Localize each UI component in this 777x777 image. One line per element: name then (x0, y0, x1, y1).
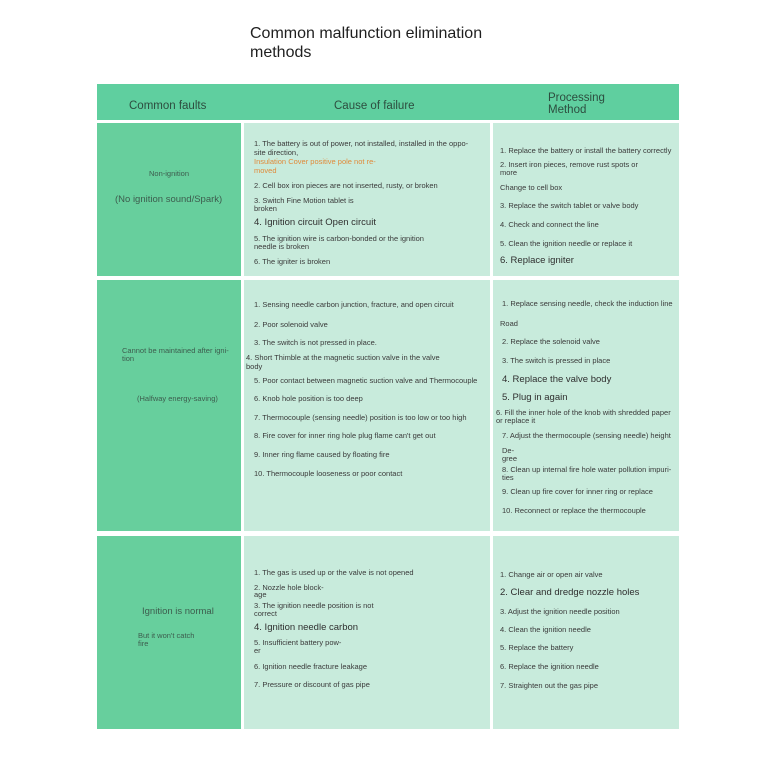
method-item: 9. Clean up fire cover for inner ring or replace (502, 487, 653, 496)
cause-item: 10. Thermocouple looseness or poor contact (254, 469, 403, 478)
method-cell-row-1 (493, 123, 679, 276)
method-item: 7. Adjust the thermocouple (sensing needle) height (502, 431, 671, 440)
cause-item: 3. The ignition needle position is not (254, 601, 374, 610)
cause-item: 5. Poor contact between magnetic suction valve and Thermocouple (254, 376, 478, 385)
method-item: De- (502, 446, 515, 455)
method-item: 6. Fill the inner hole of the knob with shredded paper (496, 408, 671, 417)
method-item: 7. Straighten out the gas pipe (500, 681, 598, 690)
cause-item: 4. Ignition circuit Open circuit (254, 217, 376, 228)
method-item: 3. Replace the switch tablet or valve body (500, 201, 639, 210)
cause-item: site direction, (254, 148, 299, 157)
cause-item: correct (254, 609, 277, 618)
cause-item: 7. Pressure or discount of gas pipe (254, 680, 370, 689)
cause-cell-row-2 (244, 280, 490, 531)
cause-item: 2. Cell box iron pieces are not inserted, rusty, or broken (254, 181, 438, 190)
cause-item: 8. Fire cover for inner ring hole plug flame can't get out (254, 431, 436, 440)
fault-label: tion (122, 354, 135, 363)
cause-item: 6. Knob hole position is too deep (254, 394, 363, 403)
method-item: 3. The switch is pressed in place (502, 356, 611, 365)
title-line-2: methods (250, 44, 312, 61)
method-item: 5. Clean the ignition needle or replace it (500, 239, 633, 248)
method-item: 5. Plug in again (502, 392, 568, 403)
header-row (97, 84, 679, 120)
method-cell-row-2 (493, 280, 679, 531)
method-item: 1. Replace sensing needle, check the induction line (502, 299, 673, 308)
cause-item: 6. Ignition needle fracture leakage (254, 662, 367, 671)
fault-sublabel: But it won't catch (138, 631, 195, 640)
cause-item: 5. Insufficient battery pow- (254, 638, 342, 647)
method-item: 10. Reconnect or replace the thermocouple (502, 506, 646, 515)
cause-item: 5. The ignition wire is carbon-bonded or the ignition (254, 234, 424, 243)
method-item: Road (500, 319, 518, 328)
cause-item: age (254, 590, 267, 599)
header-processing-method-2: Method (548, 104, 587, 116)
cause-item: 6. The igniter is broken (254, 257, 331, 266)
method-cell-row-3 (493, 536, 679, 729)
page-title (250, 24, 570, 62)
cause-item: 2. Poor solenoid valve (254, 320, 328, 329)
fault-sublabel: (No ignition sound/Spark) (115, 194, 223, 205)
cause-cell-row-3 (244, 536, 490, 729)
cause-item: 3. The switch is not pressed in place. (254, 338, 377, 347)
fault-sublabel: (Halfway energy-saving) (137, 394, 218, 403)
fault-cell-non-ignition (97, 123, 241, 276)
cause-item: 2. Nozzle hole block- (254, 583, 324, 592)
cause-item: 4. Ignition needle carbon (254, 622, 359, 633)
fault-label: Cannot be maintained after igni- (122, 346, 229, 355)
method-item: or replace it (496, 416, 536, 425)
method-item: 2. Replace the solenoid valve (502, 337, 600, 346)
method-item: 1. Replace the battery or install the battery correctly (500, 146, 672, 155)
cause-item: er (254, 646, 261, 655)
method-item: 6. Replace igniter (500, 255, 574, 266)
method-item: 1. Change air or open air valve (500, 570, 603, 579)
method-item: 5. Replace the battery (500, 643, 574, 652)
cause-item: 3. Switch Fine Motion tablet is (254, 196, 354, 205)
fault-label: Ignition is normal (142, 606, 214, 617)
cause-item: 7. Thermocouple (sensing needle) position is too low or too high (254, 413, 467, 422)
fault-cell-cannot-maintain (97, 280, 241, 531)
cause-item: 1. Sensing needle carbon junction, fracture, and open circuit (254, 300, 454, 309)
method-item: 2. Insert iron pieces, remove rust spots or (500, 160, 638, 169)
method-item: 3. Adjust the ignition needle position (500, 607, 620, 616)
method-item: 4. Clean the ignition needle (500, 625, 591, 634)
cause-item: 9. Inner ring flame caused by floating fire (254, 450, 390, 459)
title-line-1: Common malfunction elimination (250, 25, 483, 42)
fault-sublabel: fire (138, 639, 149, 648)
cause-item: needle is broken (254, 242, 310, 251)
method-item: 6. Replace the ignition needle (500, 662, 599, 671)
cause-item: 1. The gas is used up or the valve is not opened (254, 568, 414, 577)
cause-item: moved (254, 166, 277, 175)
method-item: 2. Clear and dredge nozzle holes (500, 587, 640, 598)
header-processing-method-1: Processing (548, 92, 605, 104)
cause-item: 4. Short Thimble at the magnetic suction valve in the valve (246, 353, 440, 362)
cause-item: broken (254, 204, 277, 213)
method-item: ties (502, 473, 514, 482)
header-common-faults: Common faults (129, 100, 207, 112)
fault-label: Non-ignition (149, 169, 190, 178)
fault-cell-ignition-normal (97, 536, 241, 729)
cause-item: body (246, 362, 263, 371)
method-item: 8. Clean up internal fire hole water pollution impuri- (502, 465, 672, 474)
method-item: 4. Check and connect the line (500, 220, 599, 229)
header-cause-of-failure: Cause of failure (334, 100, 415, 112)
cause-cell-row-1 (244, 123, 490, 276)
cause-item: 1. The battery is out of power, not installed, installed in the oppo- (254, 139, 469, 148)
method-item: more (500, 168, 518, 177)
cause-item: Insulation Cover positive pole not re- (254, 157, 376, 166)
method-item: Change to cell box (500, 183, 563, 192)
method-item: 4. Replace the valve body (502, 374, 612, 385)
method-item: gree (502, 454, 518, 463)
